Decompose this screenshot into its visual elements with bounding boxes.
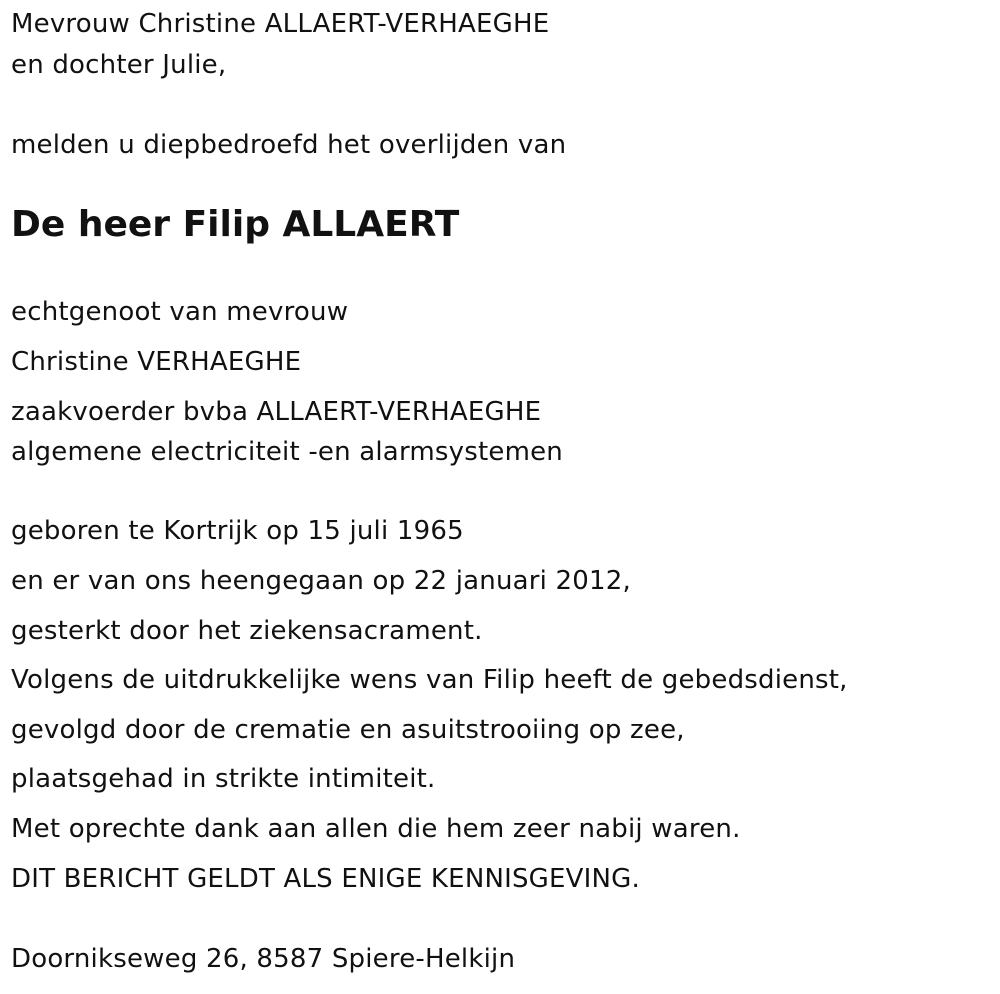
detail-line: gesterkt door het ziekensacrament. [11, 616, 483, 646]
relation-line: zaakvoerder bvba ALLAERT-VERHAEGHE [11, 397, 542, 427]
address: Doornikseweg 26, 8587 Spiere-Helkijn [11, 944, 516, 974]
deceased-name: De heer Filip ALLAERT [11, 204, 460, 245]
header-line-1: Mevrouw Christine ALLAERT-VERHAEGHE [11, 9, 550, 39]
intro-text: melden u diepbedroefd het overlijden van [11, 130, 567, 160]
detail-line: geboren te Kortrijk op 15 juli 1965 [11, 516, 464, 546]
relation-line: Christine VERHAEGHE [11, 347, 302, 377]
detail-line: Met oprechte dank aan allen die hem zeer nabij waren. [11, 814, 741, 844]
detail-line: DIT BERICHT GELDT ALS ENIGE KENNISGEVING. [11, 864, 640, 894]
detail-line: en er van ons heengegaan op 22 januari 2012, [11, 566, 631, 596]
detail-line: plaatsgehad in strikte intimiteit. [11, 764, 436, 794]
detail-line: Volgens de uitdrukkelijke wens van Filip heeft de gebedsdienst, [11, 665, 848, 695]
relation-line: algemene electriciteit -en alarmsystemen [11, 437, 563, 467]
relation-line: echtgenoot van mevrouw [11, 297, 349, 327]
detail-line: gevolgd door de crematie en asuitstrooiing op zee, [11, 715, 685, 745]
header-line-2: en dochter Julie, [11, 50, 227, 80]
